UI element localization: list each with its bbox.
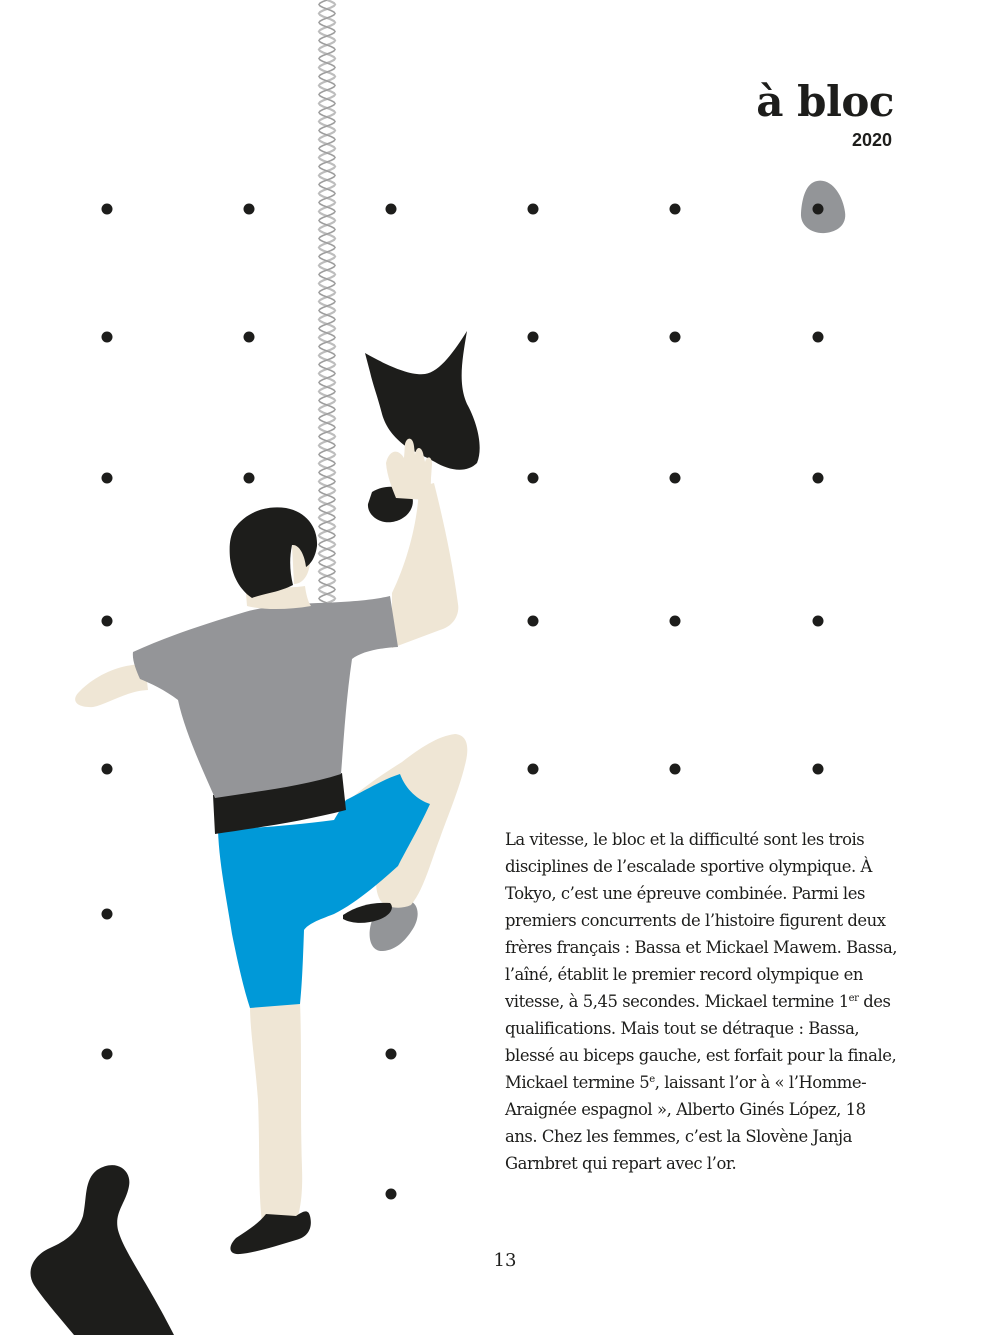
wall-dot bbox=[102, 764, 113, 775]
wall-dot bbox=[102, 909, 113, 920]
article-text-part: , laissant l’or à « l’Homme-Araignée espagnol », bbox=[505, 1073, 867, 1119]
wall-dot bbox=[670, 616, 681, 627]
article-paragraph bbox=[505, 826, 900, 1177]
climbing-hold-large bbox=[365, 331, 480, 470]
article-text-part: . Bassa, l’aîné, établit le premier record olympique en vitesse, à 5,45 secondes. Mickael termine 1 bbox=[505, 938, 898, 1011]
wall-dot bbox=[528, 616, 539, 627]
wall-dot bbox=[244, 473, 255, 484]
wall-dot bbox=[813, 616, 824, 627]
article-text-part: La vitesse, le bloc et la difficulté sont les trois disciplines de l’escalade sportive olympique. À Tokyo, c’est une épreuve combinée. Parmi les premiers concurrents de l’histoire figurent deux frères français : bbox=[505, 830, 886, 957]
article-text-part: et bbox=[680, 938, 706, 957]
wall-dot bbox=[102, 616, 113, 627]
climbing-hold-bottom-left bbox=[31, 1165, 174, 1335]
person-name-bassa: Bassa bbox=[634, 938, 681, 957]
wall-dot bbox=[813, 764, 824, 775]
ordinal-superscript: e bbox=[649, 1074, 655, 1085]
person-name-alberto-gines-lopez: Alberto Ginés López bbox=[676, 1100, 837, 1119]
article-text-part: , 18 ans. Chez les femmes, c’est la Slovène bbox=[505, 1100, 866, 1146]
climber-hair bbox=[230, 507, 317, 598]
climbing-rope bbox=[317, 0, 337, 606]
wall-dot bbox=[670, 764, 681, 775]
page-year: 2020 bbox=[851, 130, 892, 150]
climber-right-leg bbox=[250, 1002, 302, 1222]
page-number: 13 bbox=[493, 1250, 517, 1271]
wall-dot bbox=[670, 332, 681, 343]
climber-shirt bbox=[133, 596, 398, 798]
wall-dot bbox=[813, 332, 824, 343]
wall-dot bbox=[813, 473, 824, 484]
ordinal-superscript: er bbox=[848, 993, 859, 1004]
article-text-part: des qualifications. Mais tout se détraque : Bassa, blessé au biceps gauche, est forfait pour la finale, Mickael termine 5 bbox=[505, 992, 897, 1092]
wall-dot bbox=[528, 473, 539, 484]
wall-dot bbox=[244, 332, 255, 343]
wall-dot bbox=[102, 204, 113, 215]
wall-dot bbox=[528, 332, 539, 343]
wall-dot bbox=[386, 1049, 397, 1060]
wall-dot bbox=[528, 764, 539, 775]
climber-right-shoe bbox=[230, 1211, 310, 1254]
page-title: à bloc bbox=[756, 77, 894, 126]
wall-dot bbox=[528, 204, 539, 215]
wall-dot bbox=[102, 1049, 113, 1060]
wall-dot bbox=[386, 204, 397, 215]
climbing-hold-top-right bbox=[801, 181, 845, 233]
wall-dot bbox=[670, 473, 681, 484]
climber-figure bbox=[75, 439, 467, 1255]
article-text-part: qui repart avec l’or. bbox=[577, 1154, 737, 1173]
wall-dot bbox=[813, 204, 824, 215]
person-name-mickael-mawem: Mickael Mawem bbox=[705, 938, 837, 957]
wall-dot bbox=[386, 1189, 397, 1200]
wall-dot bbox=[102, 332, 113, 343]
wall-dot bbox=[670, 204, 681, 215]
wall-dot bbox=[244, 204, 255, 215]
person-name-janja-garnbret: Janja Garnbret bbox=[505, 1127, 853, 1173]
wall-dot bbox=[102, 473, 113, 484]
